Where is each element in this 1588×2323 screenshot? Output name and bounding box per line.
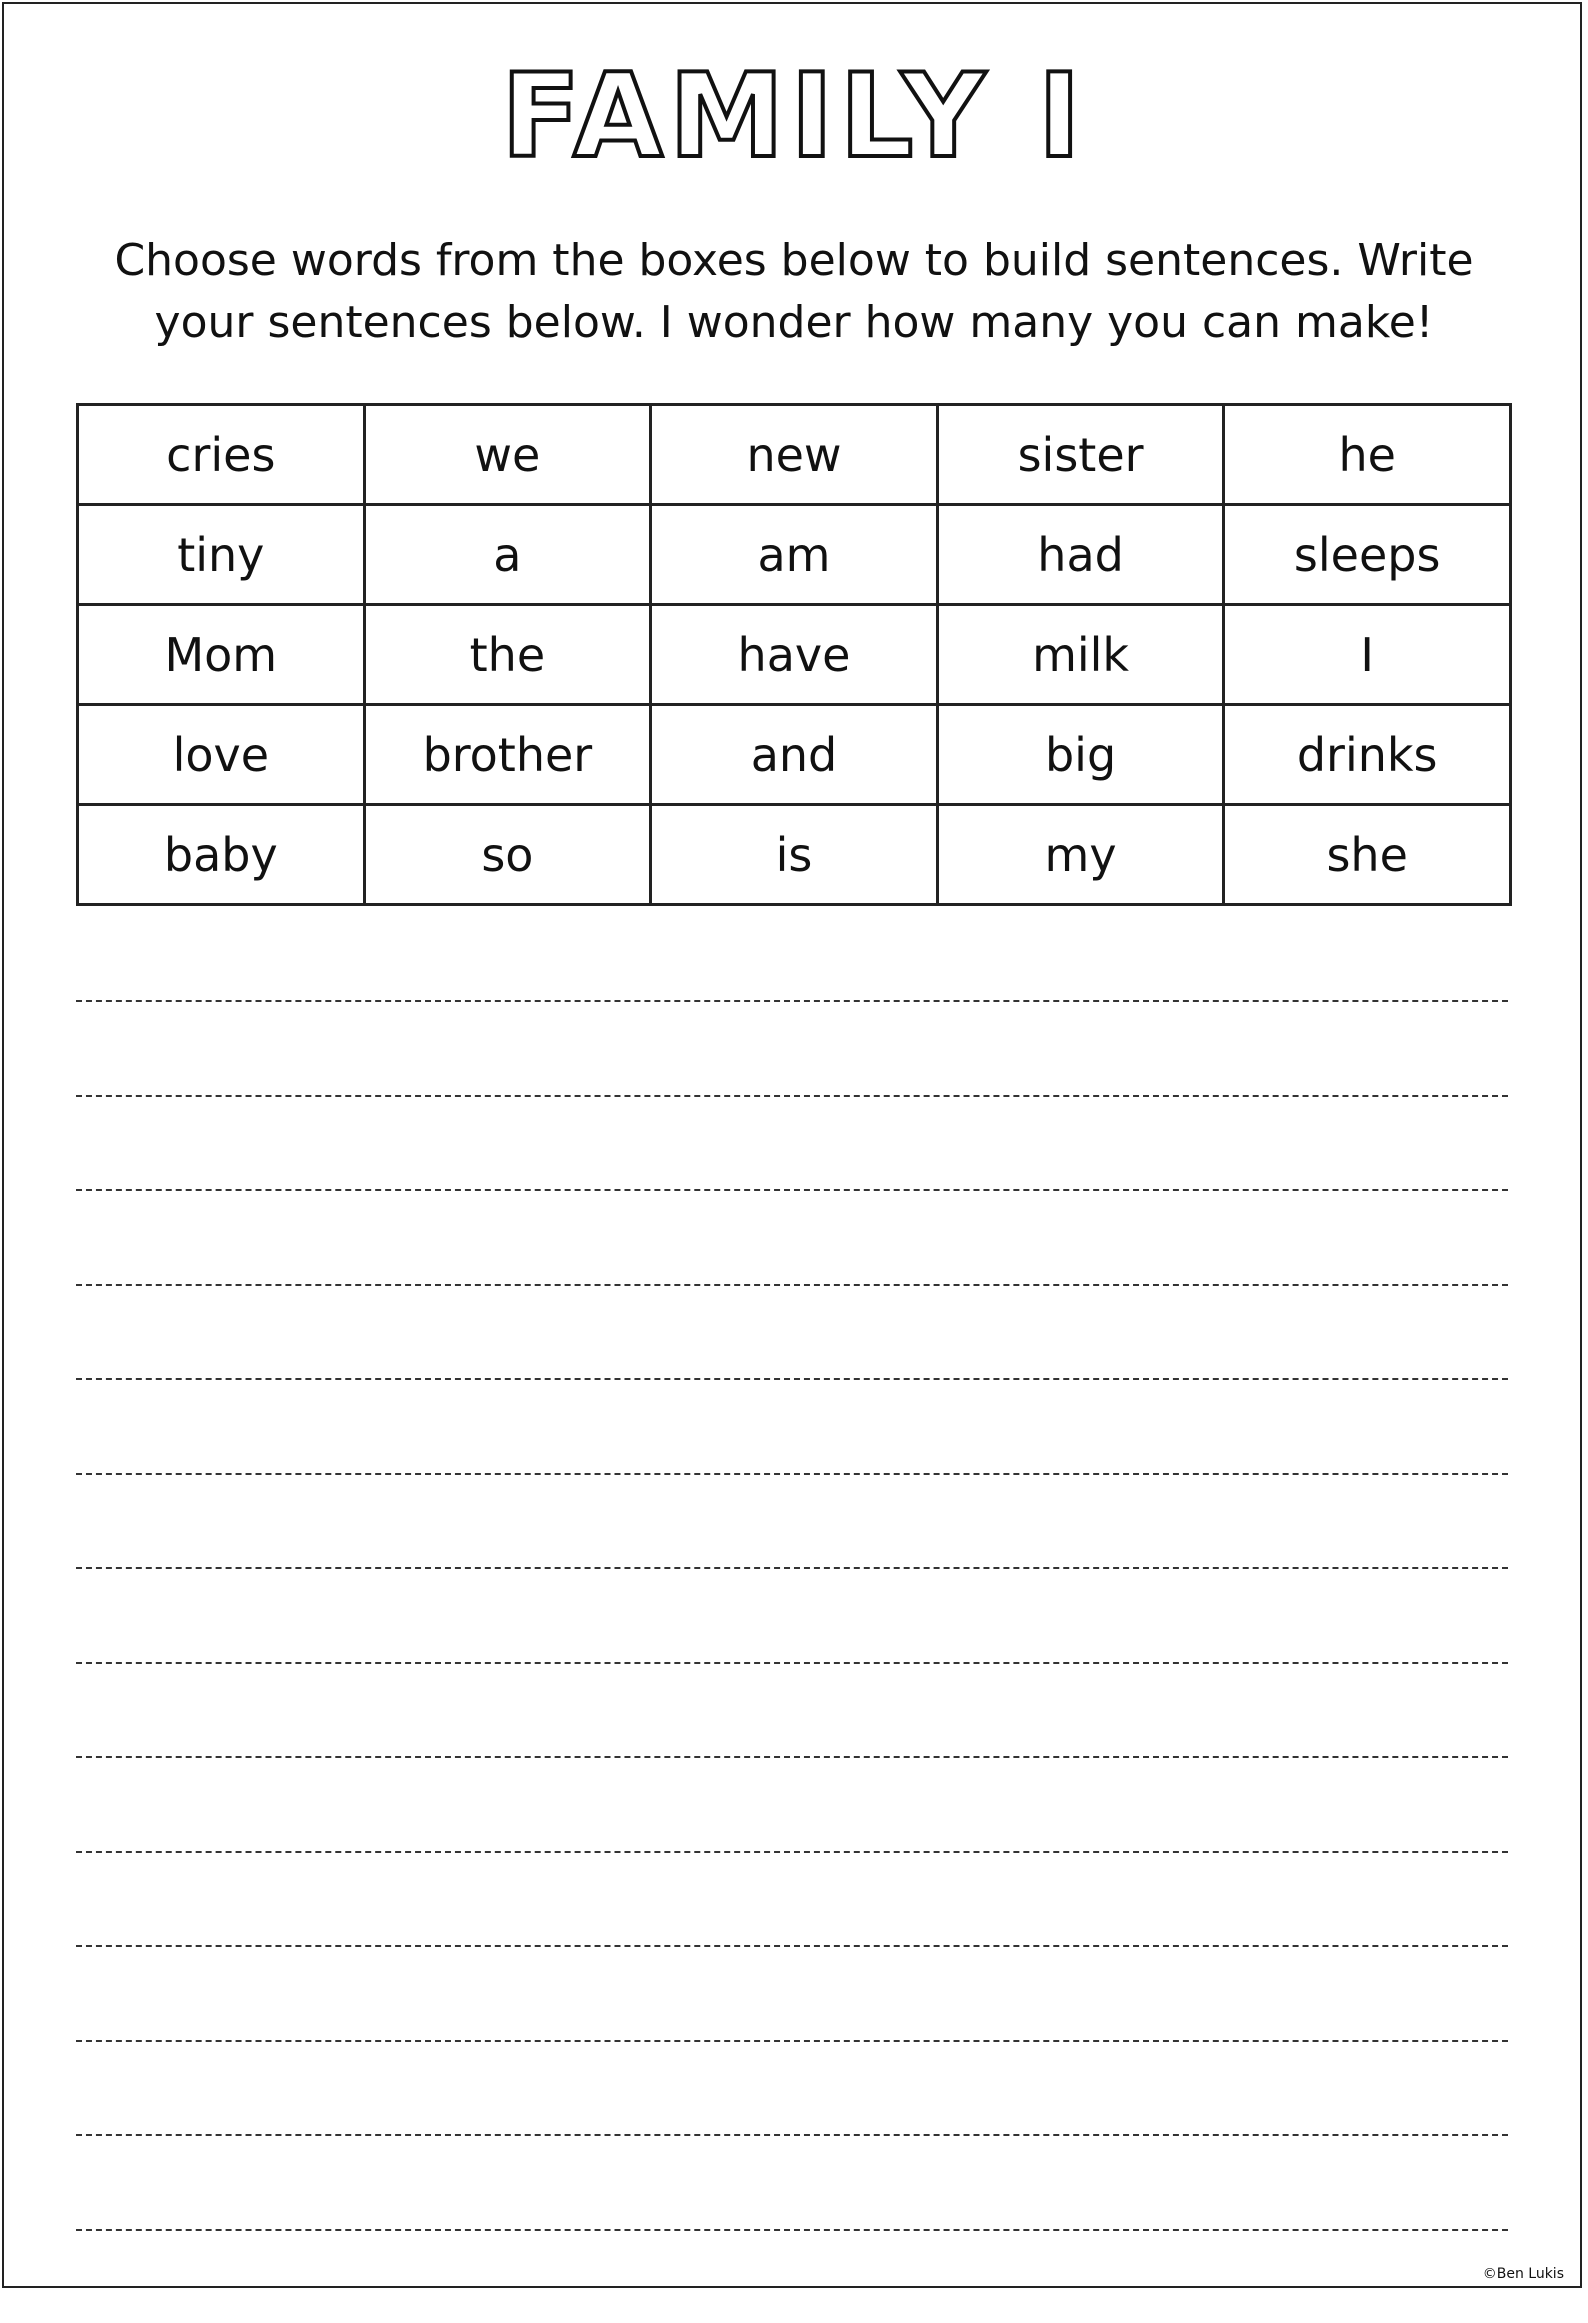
writing-line[interactable] [76, 2134, 1508, 2136]
word-cell: the [364, 605, 651, 705]
word-bank-table [76, 403, 1512, 906]
word-bank-row [78, 405, 1511, 505]
word-cell: am [651, 505, 938, 605]
word-cell: love [78, 705, 365, 805]
writing-line[interactable] [76, 1095, 1508, 1097]
writing-line[interactable] [76, 1284, 1508, 1286]
writing-line[interactable] [76, 1851, 1508, 1853]
writing-line[interactable] [76, 2229, 1508, 2231]
copyright-credit: ©Ben Lukis [1482, 2266, 1564, 2282]
word-cell: he [1224, 405, 1511, 505]
word-cell: we [364, 405, 651, 505]
word-cell: milk [937, 605, 1224, 705]
word-cell: tiny [78, 505, 365, 605]
writing-lines-area [76, 1000, 1508, 2323]
word-cell: baby [78, 805, 365, 905]
word-bank-row [78, 505, 1511, 605]
word-cell: new [651, 405, 938, 505]
word-cell: have [651, 605, 938, 705]
writing-line[interactable] [76, 1473, 1508, 1475]
word-cell: is [651, 805, 938, 905]
writing-line[interactable] [76, 1662, 1508, 1664]
page-title: FAMILY I [501, 49, 1087, 184]
word-cell: sleeps [1224, 505, 1511, 605]
word-cell: I [1224, 605, 1511, 705]
word-bank-row [78, 705, 1511, 805]
writing-line[interactable] [76, 1189, 1508, 1191]
writing-line[interactable] [76, 1000, 1508, 1002]
writing-line[interactable] [76, 1378, 1508, 1380]
writing-line[interactable] [76, 2040, 1508, 2042]
word-cell: my [937, 805, 1224, 905]
word-cell: she [1224, 805, 1511, 905]
word-cell: brother [364, 705, 651, 805]
writing-line[interactable] [76, 1756, 1508, 1758]
word-cell: cries [78, 405, 365, 505]
word-cell: sister [937, 405, 1224, 505]
word-bank-row [78, 805, 1511, 905]
word-cell: Mom [78, 605, 365, 705]
word-cell: and [651, 705, 938, 805]
word-cell: had [937, 505, 1224, 605]
word-bank-row [78, 605, 1511, 705]
word-cell: a [364, 505, 651, 605]
writing-line[interactable] [76, 1945, 1508, 1947]
writing-line[interactable] [76, 1567, 1508, 1569]
word-cell: drinks [1224, 705, 1511, 805]
instructions-text: Choose words from the boxes below to build sentences. Write your sentences below. I wonder how many you can make! [114, 235, 1474, 348]
word-cell: big [937, 705, 1224, 805]
word-cell: so [364, 805, 651, 905]
